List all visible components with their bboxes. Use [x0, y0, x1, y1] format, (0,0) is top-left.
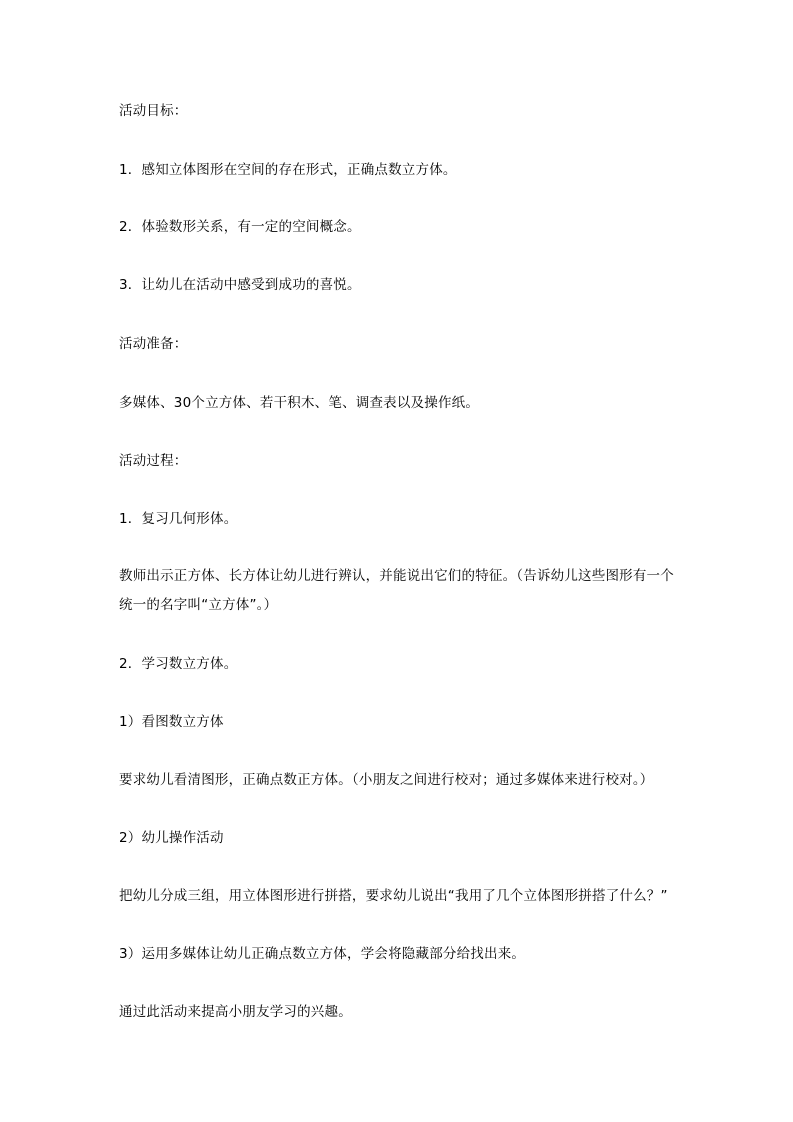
substep-2-heading: 2）幼儿操作活动: [119, 830, 224, 846]
substep-1-heading: 1）看图数立方体: [119, 714, 224, 730]
preparation-text: 多媒体、30个立方体、若干积木、笔、调查表以及操作纸。: [119, 395, 480, 411]
goal-item-1: 1．感知立体图形在空间的存在形式，正确点数立方体。: [119, 162, 457, 178]
heading-activity-preparation: 活动准备：: [119, 336, 188, 352]
process-step-1: 1．复习几何形体。: [119, 511, 238, 527]
substep-3-text: 3）运用多媒体让幼儿正确点数立方体，学会将隐藏部分给找出来。: [119, 946, 526, 962]
goal-item-3: 3．让幼儿在活动中感受到成功的喜悦。: [119, 277, 361, 293]
closing-text: 通过此活动来提高小朋友学习的兴趣。: [119, 1004, 352, 1020]
heading-activity-goals: 活动目标：: [119, 103, 188, 119]
process-step-2: 2．学习数立方体。: [119, 656, 238, 672]
goal-item-2: 2．体验数形关系，有一定的空间概念。: [119, 219, 361, 235]
heading-activity-process: 活动过程：: [119, 453, 188, 469]
substep-2-text: 把幼儿分成三组，用立体图形进行拼搭，要求幼儿说出“我用了几个立体图形拼搭了什么？”: [119, 888, 668, 904]
substep-1-text: 要求幼儿看清图形，正确点数正方体。（小朋友之间进行校对；通过多媒体来进行校对。）: [119, 772, 654, 788]
process-step-1-text: 教师出示正方体、长方体让幼儿进行辨认，并能说出它们的特征。（告诉幼儿这些图形有一个统一的名字叫“立方体”。）: [119, 568, 674, 613]
